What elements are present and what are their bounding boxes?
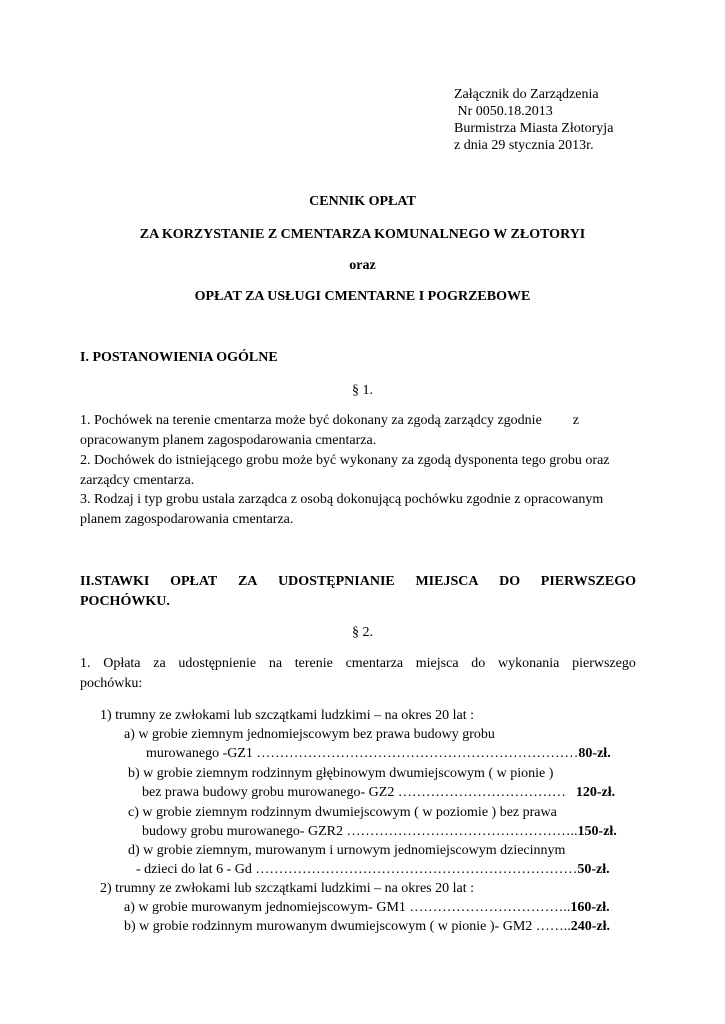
title-line-2: ZA KORZYSTANIE Z CMENTARZA KOMUNALNEGO W ZŁOTORYI bbox=[139, 227, 586, 242]
intro-word: terenie bbox=[294, 656, 333, 671]
section-2-intro-line-1 bbox=[80, 654, 636, 674]
fee-1a-price: 80-zł. bbox=[578, 746, 611, 761]
section-1-item-1-text: 1. Pochówek na terenie cmentarza może być dokonany za zgodą zarządcy zgodnie bbox=[80, 413, 542, 428]
intro-word: udostępnienie bbox=[178, 656, 257, 671]
heading-word: II.STAWKI bbox=[80, 574, 150, 589]
attachment-line: z dnia 29 stycznia 2013r. bbox=[454, 138, 594, 153]
intro-word: miejsca bbox=[415, 656, 459, 671]
heading-word: OPŁAT bbox=[170, 574, 218, 589]
intro-word: za bbox=[153, 656, 166, 671]
intro-word: pierwszego bbox=[572, 656, 636, 671]
fee-1b-description: bez prawa budowy grobu murowanego- GZ2 ……………………………… bbox=[142, 785, 566, 800]
section-1-paragraph-mark: § 1. bbox=[352, 383, 373, 398]
title-line-1: CENNIK OPŁAT bbox=[309, 194, 416, 209]
fee-group-1-header: 1) trumny ze zwłokami lub szczątkami ludzkimi – na okres 20 lat : bbox=[100, 708, 475, 723]
section-1-item-3-line-1: 3. Rodzaj i typ grobu ustala zarządca z osobą dokonującą pochówku zgodnie z opracowanym bbox=[80, 492, 604, 507]
fee-1d-price: 50-zł. bbox=[577, 862, 610, 877]
intro-word: 1. bbox=[80, 656, 91, 671]
heading-word: MIEJSCA bbox=[415, 574, 479, 589]
fee-1b-price: 120-zł. bbox=[575, 785, 616, 800]
fee-2a-price: 160-zł. bbox=[570, 900, 610, 915]
section-2-heading-line-1 bbox=[80, 572, 636, 592]
fee-1a-line-1: a) w grobie ziemnym jednomiejscowym bez prawa budowy grobu bbox=[124, 727, 495, 742]
fee-2a-line bbox=[124, 898, 610, 918]
heading-word: DO bbox=[499, 574, 521, 589]
fee-1d-line-2 bbox=[136, 860, 610, 880]
fee-1d-description: - dzieci do lat 6 - Gd …………………………………………………………… bbox=[136, 862, 578, 877]
attachment-header bbox=[454, 86, 613, 154]
intro-word: Opłata bbox=[103, 656, 141, 671]
section-1-item-1-line-2: opracowanym planem zagospodarowania cmentarza. bbox=[80, 433, 377, 448]
section-2-intro-line-2: pochówku: bbox=[80, 676, 143, 691]
fee-1b-line-1: b) w grobie ziemnym rodzinnym głębinowym dwumiejscowym ( w pionie ) bbox=[128, 766, 554, 781]
fee-2b-price: 240-zł. bbox=[570, 919, 611, 934]
fee-1c-line-2 bbox=[142, 822, 617, 842]
intro-word: cmentarza bbox=[345, 656, 404, 671]
fee-2a-description: a) w grobie murowanym jednomiejscowym- GM1 …………………………….. bbox=[124, 900, 571, 915]
title-line-3: oraz bbox=[349, 258, 376, 273]
heading-word: UDOSTĘPNIANIE bbox=[278, 574, 395, 589]
fee-1b-line-2 bbox=[142, 783, 615, 803]
section-2-heading-line-2: POCHÓWKU. bbox=[80, 594, 170, 609]
fee-2b-line bbox=[124, 917, 610, 937]
fee-1d-line-1: d) w grobie ziemnym, murowanym i urnowym jednomiejscowym dziecinnym bbox=[128, 843, 566, 858]
fee-1c-price: 150-zł. bbox=[577, 824, 617, 839]
fee-1c-description: budowy grobu murowanego- GZR2 ………………………………………….. bbox=[142, 824, 578, 839]
fee-1a-line-2 bbox=[146, 744, 611, 764]
section-2-paragraph-mark: § 2. bbox=[352, 625, 373, 640]
attachment-line: Nr 0050.18.2013 bbox=[454, 104, 553, 119]
section-1-item-2-line-1: 2. Dochówek do istniejącego grobu może być wykonany za zgodą dysponenta tego grobu oraz bbox=[80, 453, 610, 468]
title-line-4: OPŁAT ZA USŁUGI CMENTARNE I POGRZEBOWE bbox=[194, 289, 531, 304]
fee-1a-description: murowanego -GZ1 …………………………………………………………… bbox=[146, 746, 579, 761]
attachment-line: Burmistrza Miasta Złotoryja bbox=[454, 121, 614, 136]
fee-1c-line-1: c) w grobie ziemnym rodzinnym dwumiejscowym ( w poziomie ) bez prawa bbox=[128, 805, 557, 820]
heading-word: ZA bbox=[237, 574, 258, 589]
section-1-item-3-line-2: planem zagospodarowania cmentarza. bbox=[80, 512, 294, 527]
intro-word: wykonania bbox=[497, 656, 560, 671]
fee-group-2-header: 2) trumny ze zwłokami lub szczątkami ludzkimi – na okres 20 lat : bbox=[100, 881, 475, 896]
intro-word: na bbox=[268, 656, 283, 671]
section-1-item-1-text-end: z bbox=[572, 413, 579, 428]
heading-word: PIERWSZEGO bbox=[540, 574, 636, 589]
attachment-line: Załącznik do Zarządzenia bbox=[454, 87, 599, 102]
fee-2b-description: b) w grobie rodzinnym murowanym dwumiejscowym ( w pionie )- GM2 …….. bbox=[124, 919, 571, 934]
intro-word: do bbox=[471, 656, 486, 671]
section-1-heading: I. POSTANOWIENIA OGÓLNE bbox=[80, 350, 278, 365]
section-1-item-2-line-2: zarządcy cmentarza. bbox=[80, 473, 195, 488]
section-1-item-1-line-1 bbox=[80, 411, 579, 431]
